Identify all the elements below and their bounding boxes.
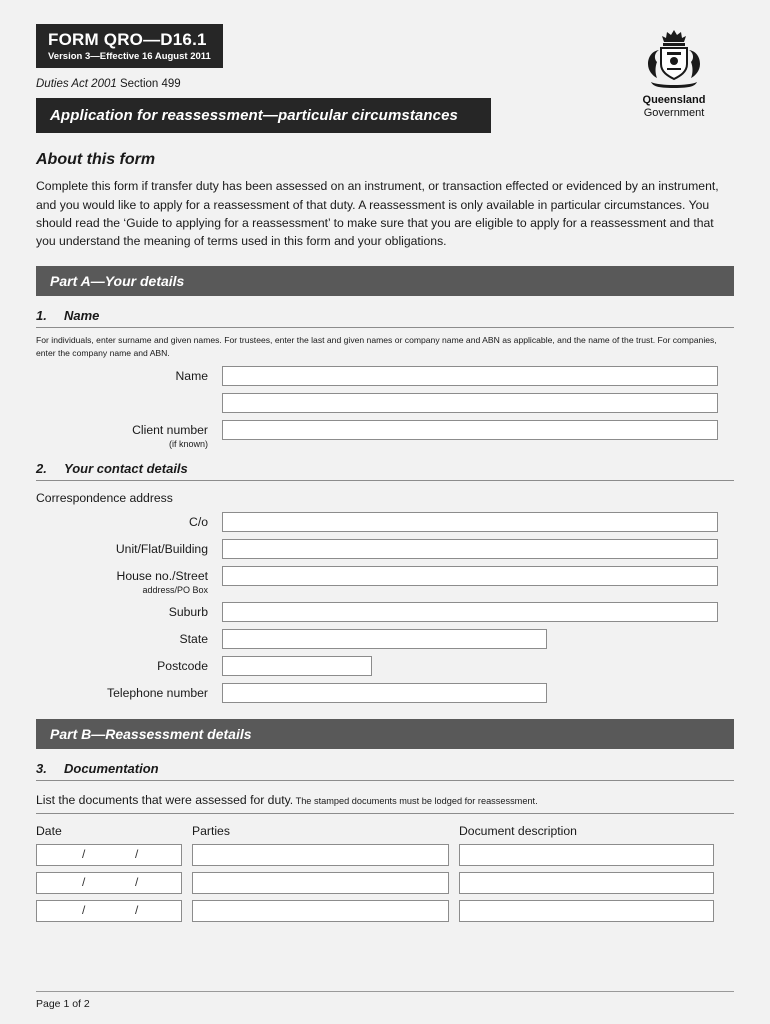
section-1-number: 1. (36, 308, 47, 324)
about-body: Complete this form if transfer duty has been assessed on an instrument, or transaction effected or evidenced by an instrument, and you would like to apply for a reassessment of that duty. A reassessment is only available in particular circumstances. You should read the ‘Guide to applying for a reassessment’ to make sure that you are eligible to apply for a reassessment and that you understand the meaning of terms used in this form and your obligations. (36, 179, 719, 249)
section-3-heading (36, 761, 734, 781)
queensland-coat-of-arms-icon (637, 28, 711, 90)
documents-table-header (36, 824, 734, 838)
date-cell[interactable] (36, 844, 182, 866)
label-house-street-text: House no./Street (116, 569, 208, 584)
label-client-number-sub: (if known) (168, 438, 208, 449)
date-cell[interactable] (36, 872, 182, 894)
date-separator-2: / (135, 903, 139, 918)
field-row-suburb (36, 602, 734, 622)
documentation-instruction-small: The stamped documents must be lodged for reassessment. (293, 796, 538, 807)
documentation-instruction (36, 793, 734, 814)
page-title: Application for reassessment—particular circumstances (36, 98, 491, 133)
label-name-second-line (36, 393, 222, 396)
date-separator-1: / (82, 875, 86, 890)
section-2-number: 2. (36, 461, 47, 477)
field-row-co (36, 512, 734, 532)
field-row-house-street (36, 566, 734, 595)
parties-cell[interactable] (192, 844, 449, 866)
field-row-postcode (36, 656, 734, 676)
section-2-title: Your contact details (64, 461, 188, 477)
table-row (36, 872, 734, 894)
label-house-street (36, 566, 222, 595)
label-suburb: Suburb (168, 605, 208, 620)
client-number-field[interactable] (222, 420, 718, 440)
correspondence-address-label: Correspondence address (36, 491, 173, 506)
field-row-state (36, 629, 734, 649)
date-separator-1: / (82, 903, 86, 918)
date-cell[interactable] (36, 900, 182, 922)
page-footer (36, 991, 734, 1010)
table-row (36, 900, 734, 922)
column-header-parties: Parties (192, 824, 230, 839)
page-header (36, 24, 734, 133)
act-section: Section 499 (116, 78, 181, 91)
label-unit-flat-building: Unit/Flat/Building (115, 542, 208, 557)
section-1-title: Name (64, 308, 100, 324)
section-1-heading (36, 308, 734, 328)
form-version: Version 3—Effective 16 August 2011 (48, 50, 211, 62)
crest-label-line1: Queensland (642, 94, 706, 106)
state-field[interactable] (222, 629, 547, 649)
label-client-number-text: Client number (132, 423, 208, 438)
suburb-field[interactable] (222, 602, 718, 622)
part-a-bar: Part A—Your details (36, 266, 734, 296)
crest-label-line2: Government (643, 107, 705, 120)
form-code: FORM QRO—D16.1 (48, 30, 207, 49)
date-separator-1: / (82, 847, 86, 862)
label-house-street-sub: address/PO Box (142, 584, 208, 595)
page-number: Page 1 of 2 (36, 998, 90, 1010)
section-2-heading (36, 461, 734, 481)
parties-cell[interactable] (192, 872, 449, 894)
header-left (36, 24, 596, 133)
telephone-field[interactable] (222, 683, 547, 703)
label-postcode: Postcode (157, 659, 208, 674)
section-3-title: Documentation (64, 761, 159, 777)
crest-label (614, 94, 734, 120)
label-name: Name (175, 369, 208, 384)
document-description-cell[interactable] (459, 844, 714, 866)
document-description-cell[interactable] (459, 900, 714, 922)
field-row-telephone (36, 683, 734, 703)
unit-flat-building-field[interactable] (222, 539, 718, 559)
label-co: C/o (189, 515, 208, 530)
crest-block (614, 24, 734, 120)
table-row (36, 844, 734, 866)
document-description-cell[interactable] (459, 872, 714, 894)
section-1-fine-print: For individuals, enter surname and given names. For trustees, enter the last and given names or company name and ABN as applicable, and the name of the trust. For companies, enter the company name and ABN. (36, 335, 717, 358)
co-field[interactable] (222, 512, 718, 532)
label-telephone: Telephone number (107, 686, 208, 701)
parties-cell[interactable] (192, 900, 449, 922)
documentation-instruction-main: List the documents that were assessed for duty. (36, 793, 294, 808)
postcode-field[interactable] (222, 656, 372, 676)
column-header-date: Date (36, 824, 62, 839)
label-client-number (36, 420, 222, 449)
act-reference (36, 78, 596, 90)
section-3-number: 3. (36, 761, 47, 777)
label-state: State (179, 632, 208, 647)
house-street-field[interactable] (222, 566, 718, 586)
part-b-bar: Part B—Reassessment details (36, 719, 734, 749)
field-row-name (36, 366, 734, 386)
field-row-client-number (36, 420, 734, 449)
name-field[interactable] (222, 366, 718, 386)
column-header-document-description: Document description (459, 824, 577, 839)
form-code-block (36, 24, 223, 68)
date-separator-2: / (135, 875, 139, 890)
field-row-name-second-line (36, 393, 734, 413)
name-field-second-line[interactable] (222, 393, 718, 413)
field-row-unit-flat-building (36, 539, 734, 559)
date-separator-2: / (135, 847, 139, 862)
about-heading: About this form (36, 151, 156, 169)
act-name: Duties Act 2001 (36, 78, 117, 91)
